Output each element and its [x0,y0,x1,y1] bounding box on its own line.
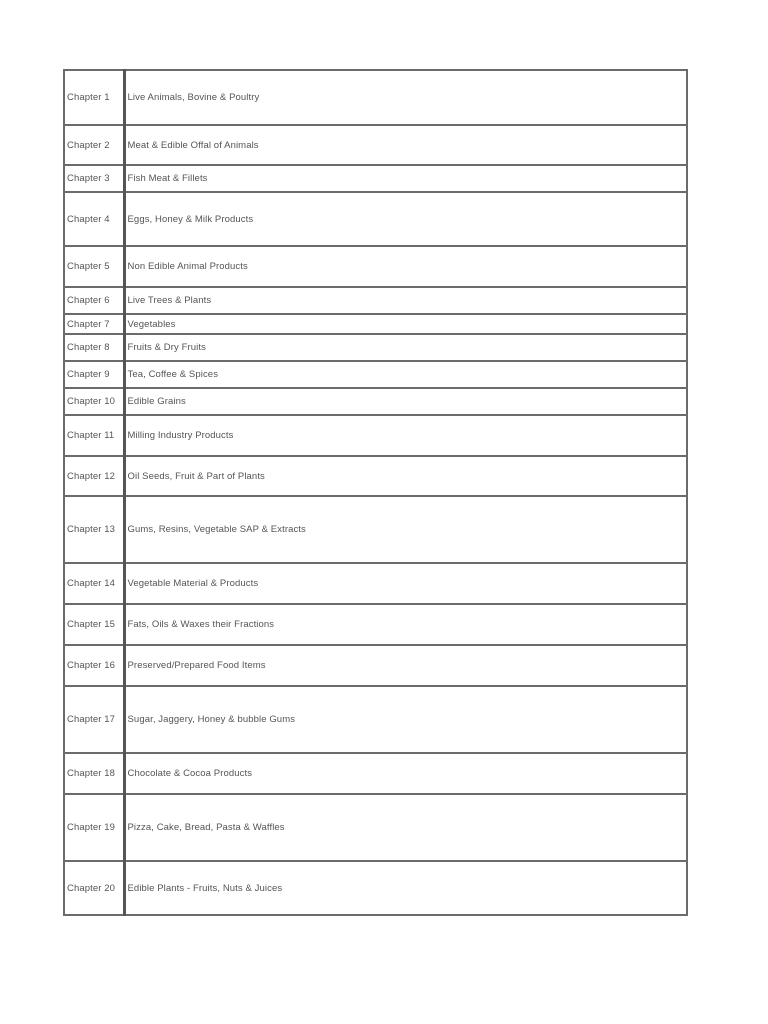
table-row [64,361,687,388]
chapter-number: Chapter 17 [64,686,124,753]
chapter-number: Chapter 4 [64,192,124,246]
table-row [64,753,687,794]
table-row [64,563,687,604]
chapter-number: Chapter 18 [64,753,124,794]
table-row [64,388,687,415]
chapter-description: Pizza, Cake, Bread, Pasta & Waffles [124,794,687,861]
table-row [64,686,687,753]
chapter-description: Non Edible Animal Products [124,246,687,287]
chapter-description: Tea, Coffee & Spices [124,361,687,388]
chapter-description: Oil Seeds, Fruit & Part of Plants [124,456,687,496]
chapter-description: Fats, Oils & Waxes their Fractions [124,604,687,645]
chapter-description: Vegetable Material & Products [124,563,687,604]
chapter-description: Sugar, Jaggery, Honey & bubble Gums [124,686,687,753]
chapter-number: Chapter 7 [64,314,124,334]
table-row [64,645,687,686]
chapter-description: Live Animals, Bovine & Poultry [124,70,687,125]
chapter-description: Milling Industry Products [124,415,687,456]
chapter-number: Chapter 11 [64,415,124,456]
table-row [64,794,687,861]
table-row [64,125,687,165]
table-row [64,415,687,456]
chapter-table-body [64,70,687,915]
chapter-description: Meat & Edible Offal of Animals [124,125,687,165]
chapter-number: Chapter 15 [64,604,124,645]
chapter-number: Chapter 8 [64,334,124,361]
chapter-description: Eggs, Honey & Milk Products [124,192,687,246]
chapter-number: Chapter 10 [64,388,124,415]
chapter-number: Chapter 6 [64,287,124,314]
chapter-number: Chapter 3 [64,165,124,192]
chapter-number: Chapter 1 [64,70,124,125]
chapter-description: Preserved/Prepared Food Items [124,645,687,686]
table-row [64,165,687,192]
chapter-table [63,69,688,916]
chapter-number: Chapter 9 [64,361,124,388]
table-row [64,192,687,246]
chapter-description: Fruits & Dry Fruits [124,334,687,361]
chapter-number: Chapter 20 [64,861,124,915]
chapter-description: Gums, Resins, Vegetable SAP & Extracts [124,496,687,563]
chapter-description: Vegetables [124,314,687,334]
table-row [64,604,687,645]
table-row [64,861,687,915]
chapter-number: Chapter 13 [64,496,124,563]
table-row [64,334,687,361]
chapter-number: Chapter 2 [64,125,124,165]
chapter-description: Edible Plants - Fruits, Nuts & Juices [124,861,687,915]
chapter-number: Chapter 16 [64,645,124,686]
chapter-description: Chocolate & Cocoa Products [124,753,687,794]
chapter-number: Chapter 14 [64,563,124,604]
table-row [64,496,687,563]
chapter-description: Fish Meat & Fillets [124,165,687,192]
chapter-number: Chapter 19 [64,794,124,861]
table-row [64,287,687,314]
chapter-number: Chapter 12 [64,456,124,496]
chapter-description: Edible Grains [124,388,687,415]
chapter-number: Chapter 5 [64,246,124,287]
table-row [64,456,687,496]
table-row [64,246,687,287]
table-row [64,70,687,125]
chapter-description: Live Trees & Plants [124,287,687,314]
table-row [64,314,687,334]
